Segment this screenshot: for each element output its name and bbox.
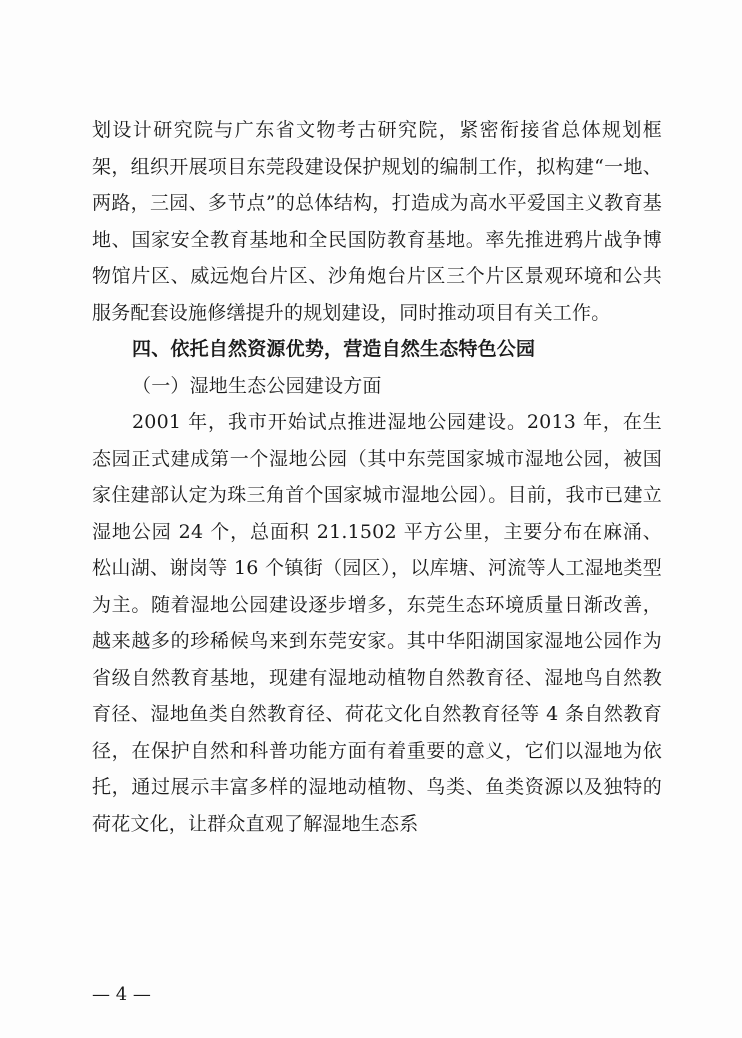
page-number: — 4 — — [92, 984, 151, 1005]
subsection-heading: （一）湿地生态公园建设方面 — [132, 374, 382, 397]
section-heading: 四、依托自然资源优势，营造自然生态特色公园 — [132, 338, 536, 360]
document-body — [92, 112, 662, 842]
paragraph-wetland-parks: 2001 年，我市开始试点推进湿地公园建设。2013 年，在生态园正式建成第一个湿地公园（其中东莞国家城市湿地公园，被国家住建部认定为珠三角首个国家城市湿地公园）。目前，我市已建立湿地公园 24 个，总面积 21.1502 平方公里，主要分布在麻涌、松山湖、谢岗等 16 个镇街（园区），以库塘、河流等人工湿地类型为主。随着湿地公园建设逐步增多，东莞生态环境质量日渐改善，越来越多的珍稀候鸟来到东莞安家。其中华阳湖国家湿地公园作为省级自然教育基地，现建有湿地动植物自然教育径、湿地鸟自然教育径、湿地鱼类自然教育径、荷花文化自然教育径等 4 条自然教育径，在保护自然和科普功能方面有着重要的意义，它们以湿地为依托，通过展示丰富多样的湿地动植物、鸟类、鱼类资源以及独特的荷花文化，让群众直观了解湿地生态系 — [92, 411, 662, 835]
paragraph-continuation: 划设计研究院与广东省文物考古研究院，紧密衔接省总体规划框架，组织开展项目东莞段建设保护规划的编制工作，拟构建“一地、两路，三园、多节点”的总体结构，打造成为高水平爱国主义教育基地、国家安全教育基地和全民国防教育基地。率先推进鸦片战争博物馆片区、威远炮台片区、沙角炮台片区三个片区景观环境和公共服务配套设施修缮提升的规划建设，同时推动项目有关工作。 — [92, 119, 662, 324]
